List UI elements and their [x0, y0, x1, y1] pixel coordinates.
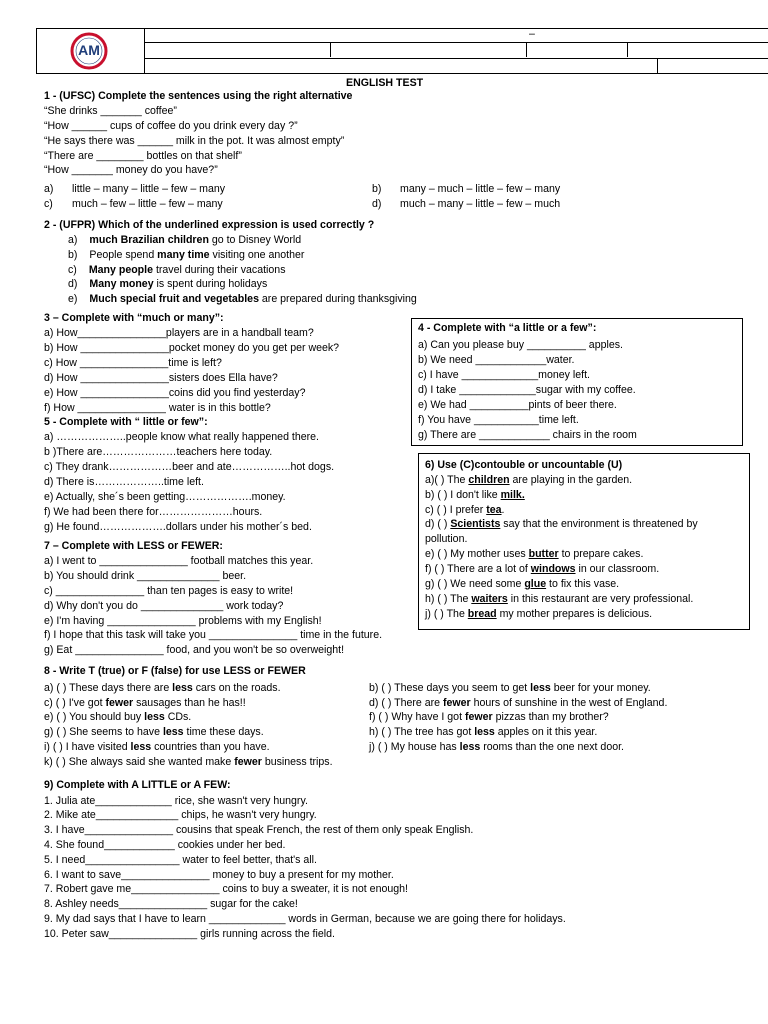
q7-line: d) Why don't you do ______________ work today? [44, 600, 284, 612]
q3-line: c) How _______________time is left? [44, 357, 222, 369]
q8-item: e) ( ) You should buy less CDs. [44, 711, 192, 723]
q1-title: 1 - (UFSC) Complete the sentences using the right alternative [44, 90, 353, 102]
q5-line: c) They drank………………beer and ate……………..hot dogs. [44, 461, 335, 473]
logo-text: AM [78, 42, 100, 58]
q7-line: e) I'm having _______________ problems with my English! [44, 615, 322, 627]
q1-line: “He says there was ______ milk in the pot. It was almost empty” [44, 135, 345, 147]
q1-option-letter: a) [44, 183, 54, 195]
q6-line: j) ( ) The bread my mother prepares is delicious. [425, 608, 653, 620]
q9-line: 1. Julia ate_____________ rice, she wasn't very hungry. [44, 795, 308, 807]
q1-option-letter: b) [372, 183, 382, 195]
test-title: ENGLISH TEST [346, 77, 424, 89]
q5-line: b )There are…………………teachers here today. [44, 446, 273, 458]
q7-line: g) Eat _______________ food, and you won't be so overweight! [44, 644, 345, 656]
q4-line: a) Can you please buy __________ apples. [418, 339, 623, 351]
q9-line: 4. She found____________ cookies under her bed. [44, 839, 286, 851]
q4-title: 4 - Complete with “a little or a few”: [418, 322, 597, 334]
header-dash: – [529, 28, 535, 40]
q7-line: c) _______________ than ten pages is easy to write! [44, 585, 294, 597]
q9-line: 9. My dad says that I have to learn _____________ words in German, because we are going there for holidays. [44, 913, 566, 925]
q3-line: d) How _______________sisters does Ella have? [44, 372, 278, 384]
q3-line: e) How _______________coins did you find yesterday? [44, 387, 306, 399]
q2-option: b) People spend many time visiting one another [68, 249, 305, 261]
q8-item: k) ( ) She always said she wanted make fewer business trips. [44, 756, 333, 768]
q8-item: d) ( ) There are fewer hours of sunshine in the west of England. [369, 697, 668, 709]
q4-line: g) There are ____________ chairs in the room [418, 429, 637, 441]
q1-option-text: much – few – little – few – many [72, 198, 223, 210]
q1-line: “She drinks _______ coffee” [44, 105, 177, 117]
q2-option: a) much Brazilian children go to Disney World [68, 234, 302, 246]
q1-option-letter: d) [372, 198, 382, 210]
q8-item: h) ( ) The tree has got less apples on it this year. [369, 726, 598, 738]
q5-line: f) We had been there for…………………hours. [44, 506, 263, 518]
q6-line: a)( ) The children are playing in the garden. [425, 474, 633, 486]
q9-line: 5. I need________________ water to feel better, that's all. [44, 854, 317, 866]
q8-item: b) ( ) These days you seem to get less beer for your money. [369, 682, 651, 694]
q3-line: f) How _______________ water is in this bottle? [44, 402, 271, 414]
q2-option: c) Many people travel during their vacations [68, 264, 286, 276]
q5-line: d) There is………………..time left. [44, 476, 204, 488]
q3-title: 3 – Complete with “much or many”: [44, 312, 224, 324]
q6-line: c) ( ) I prefer tea. [425, 504, 505, 516]
q9-line: 7. Robert gave me_______________ coins to buy a sweater, it is not enough! [44, 883, 408, 895]
q4-line: f) You have ___________time left. [418, 414, 579, 426]
q7-line: a) I went to _______________ football matches this year. [44, 555, 314, 567]
q6-line: h) ( ) The waiters in this restaurant are very professional. [425, 593, 694, 605]
q2-title: 2 - (UFPR) Which of the underlined expression is used correctly ? [44, 219, 375, 231]
q5-line: a) ………………..people know what really happened there. [44, 431, 319, 443]
header-table [36, 28, 768, 74]
q9-title: 9) Complete with A LITTLE or A FEW: [44, 779, 231, 791]
q6-line: e) ( ) My mother uses butter to prepare cakes. [425, 548, 644, 560]
q9-line: 10. Peter saw_______________ girls running across the field. [44, 928, 335, 940]
q8-item: f) ( ) Why have I got fewer pizzas than my brother? [369, 711, 609, 723]
q4-line: c) I have _____________money left. [418, 369, 590, 381]
q8-item: a) ( ) These days there are less cars on the roads. [44, 682, 281, 694]
q6-title: 6) Use (C)contouble or uncountable (U) [425, 459, 623, 471]
q1-option-letter: c) [44, 198, 53, 210]
q4-line: b) We need ____________water. [418, 354, 575, 366]
school-logo [67, 32, 111, 70]
q8-item: i) ( ) I have visited less countries than you have. [44, 741, 270, 753]
q8-item: j) ( ) My house has less rooms than the one next door. [369, 741, 624, 753]
q5-line: e) Actually, she´s been getting……………….money. [44, 491, 286, 503]
q6-line: pollution. [425, 533, 468, 545]
q1-line: “There are ________ bottles on that shelf” [44, 150, 242, 162]
q6-line: d) ( ) Scientists say that the environment is threatened by [425, 518, 698, 530]
q6-line: b) ( ) I don't like milk. [425, 489, 525, 501]
q2-option: d) Many money is spent during holidays [68, 278, 268, 290]
q9-line: 2. Mike ate______________ chips, he wasn't very hungry. [44, 809, 317, 821]
q4-line: d) I take _____________sugar with my coffee. [418, 384, 636, 396]
q4-line: e) We had __________pints of beer there. [418, 399, 617, 411]
q1-option-text: little – many – little – few – many [72, 183, 226, 195]
q7-line: f) I hope that this task will take you _______________ time in the future. [44, 629, 383, 641]
q8-item: c) ( ) I've got fewer sausages than he has!! [44, 697, 246, 709]
q7-line: b) You should drink ______________ beer. [44, 570, 247, 582]
q9-line: 6. I want to save_______________ money to buy a present for my mother. [44, 869, 394, 881]
q3-line: a) How_______________players are in a handball team? [44, 327, 314, 339]
q1-line: “How ______ cups of coffee do you drink every day ?” [44, 120, 298, 132]
q8-item: g) ( ) She seems to have less time these days. [44, 726, 264, 738]
q8-title: 8 - Write T (true) or F (false) for use LESS or FEWER [44, 665, 306, 677]
q3-line: b) How _______________pocket money do you get per week? [44, 342, 340, 354]
q1-line: “How _______ money do you have?” [44, 164, 218, 176]
q6-line: g) ( ) We need some glue to fix this vase. [425, 578, 620, 590]
q1-option-text: many – much – little – few – many [400, 183, 561, 195]
q6-line: f) ( ) There are a lot of windows in our classroom. [425, 563, 660, 575]
q7-title: 7 – Complete with LESS or FEWER: [44, 540, 223, 552]
q2-option: e) Much special fruit and vegetables are prepared during thanksgiving [68, 293, 417, 305]
q9-line: 3. I have_______________ cousins that speak French, the rest of them only speak English. [44, 824, 474, 836]
q5-title: 5 - Complete with “ little or few”: [44, 416, 208, 428]
q1-option-text: much – many – little – few – much [400, 198, 561, 210]
q9-line: 8. Ashley needs_______________ sugar for the cake! [44, 898, 298, 910]
q5-line: g) He found……………….dollars under his mother´s bed. [44, 521, 312, 533]
